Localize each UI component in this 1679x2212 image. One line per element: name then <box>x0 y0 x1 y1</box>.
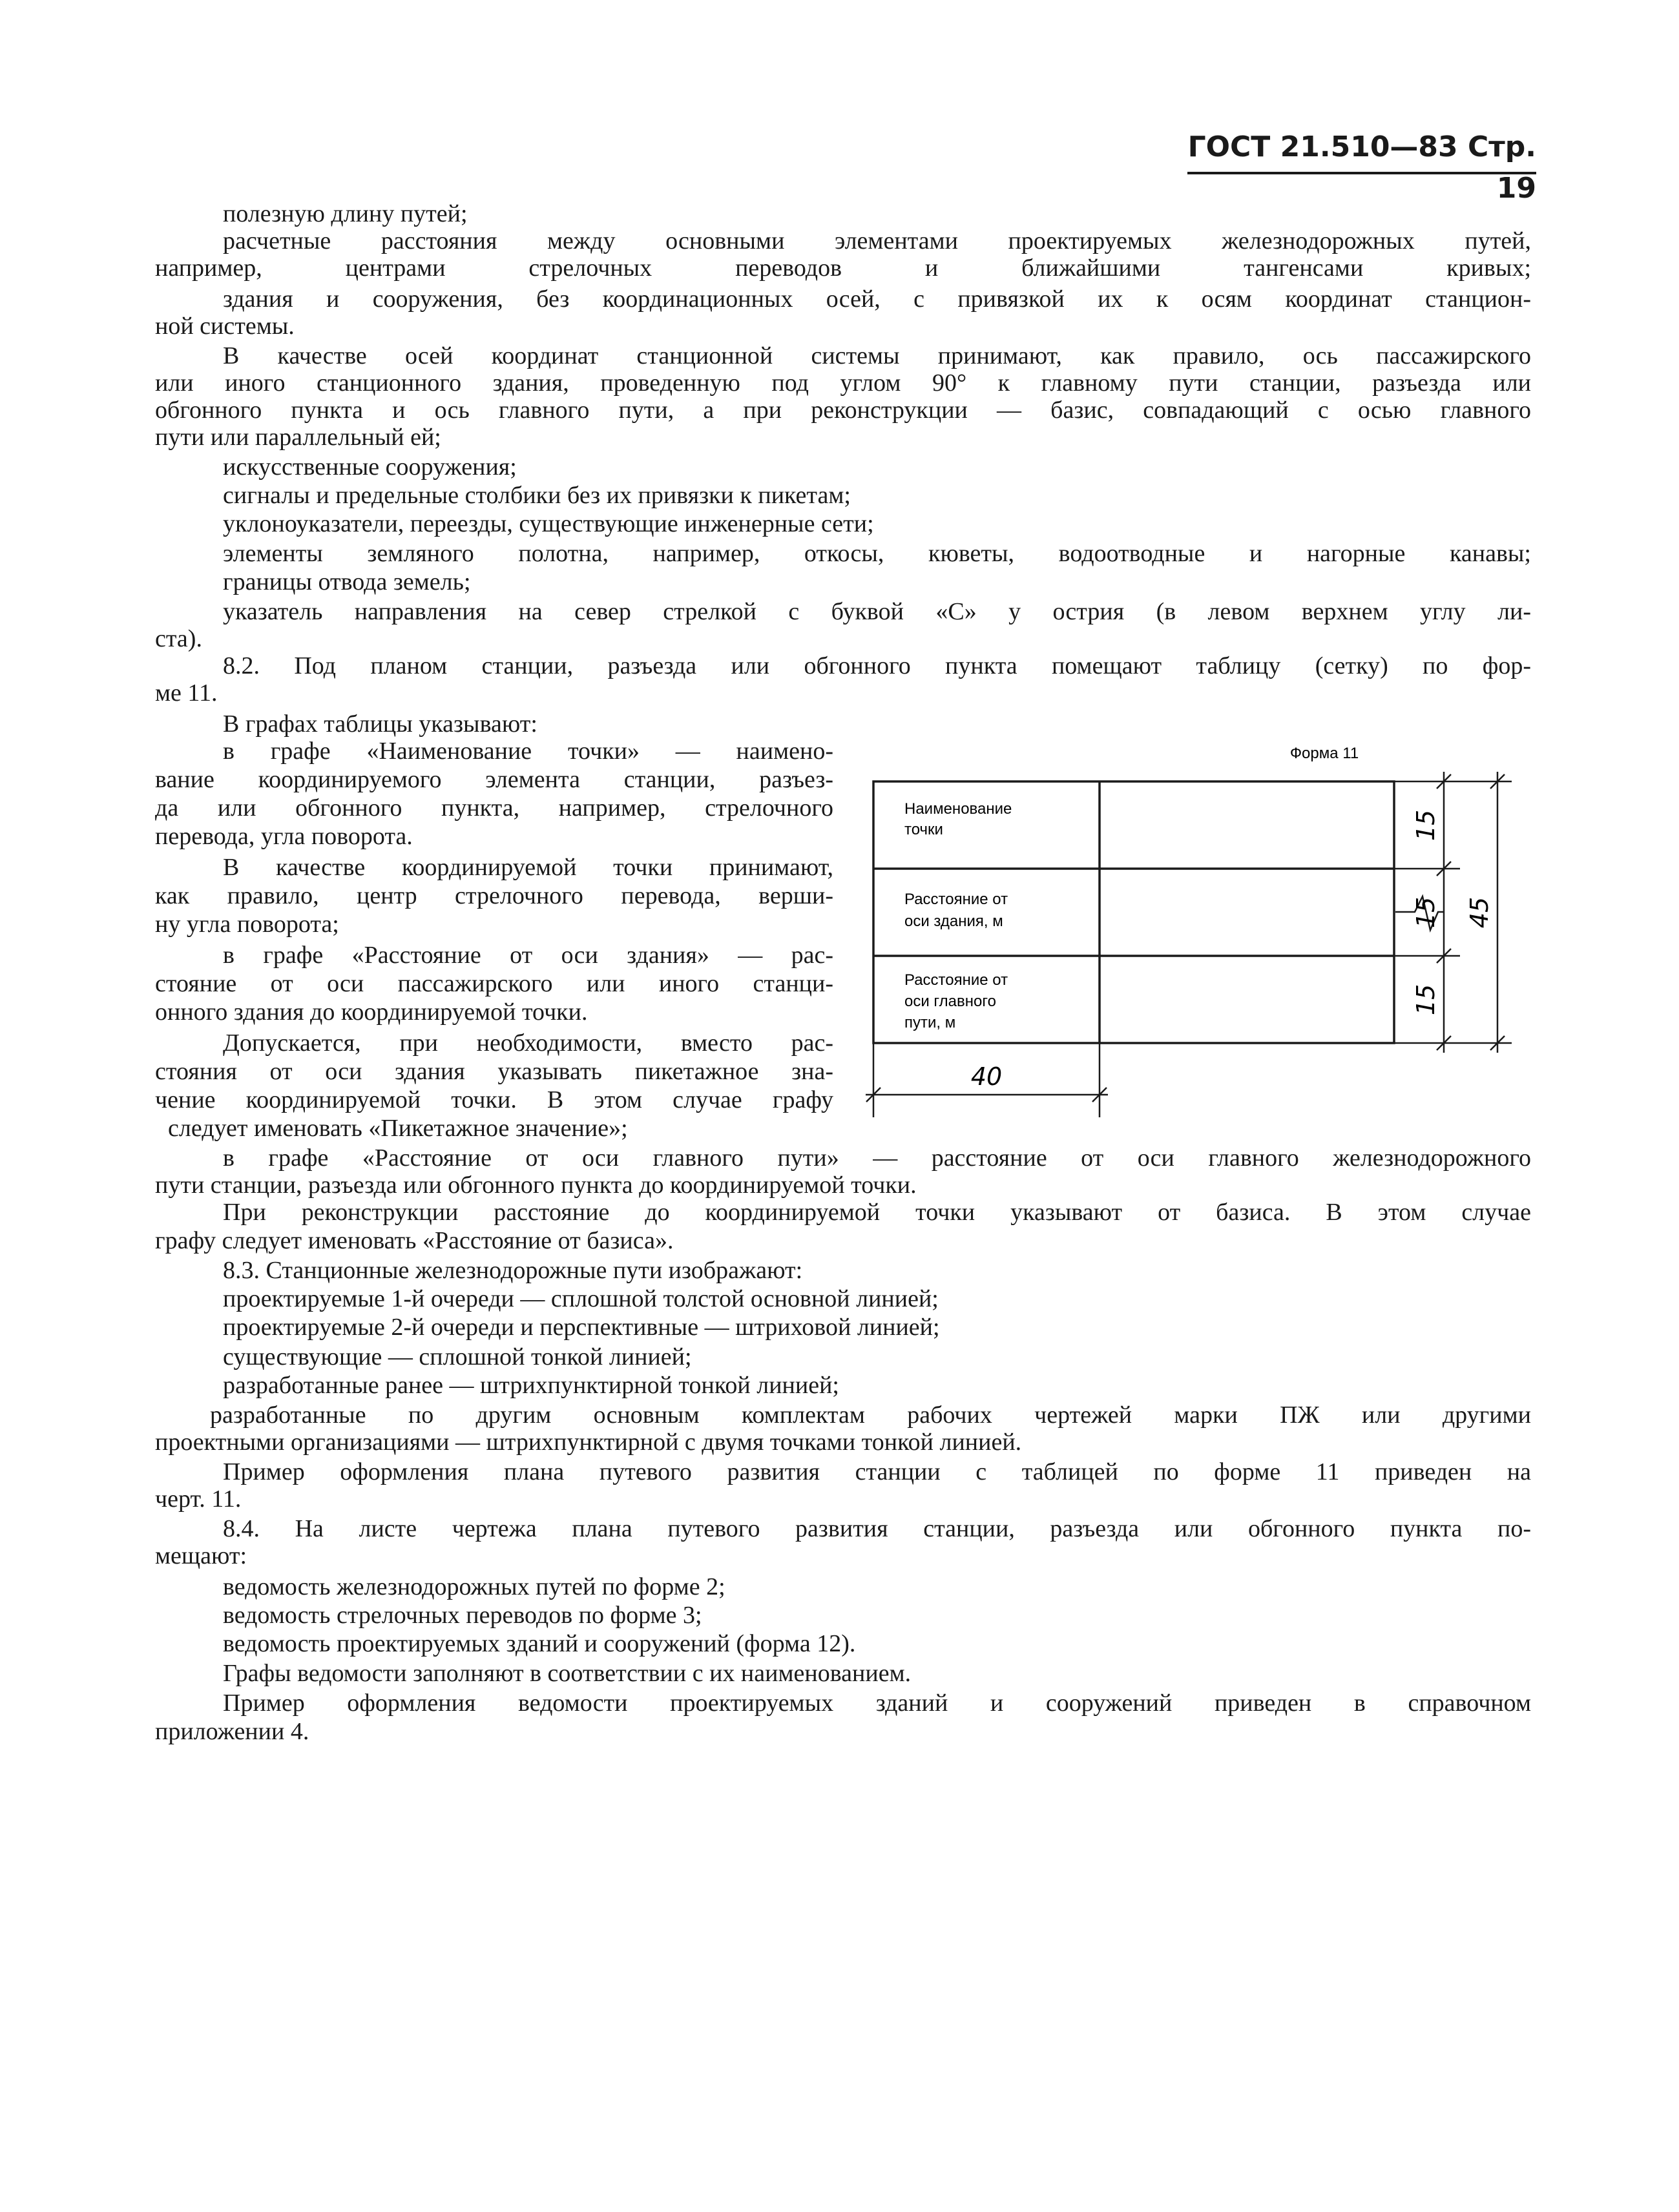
body-line: ведомость стрелочных переводов по форме 3; <box>223 1602 702 1629</box>
body-line: в графе «Наименование точки» — наимено- <box>223 738 833 765</box>
body-line: разработанные ранее — штрихпунктирной тонкой линией; <box>223 1372 839 1399</box>
body-line: в графе «Расстояние от оси здания» — рас- <box>223 942 833 969</box>
body-line: ведомость проектируемых зданий и сооружений (форма 12). <box>223 1630 856 1657</box>
body-line: Пример оформления ведомости проектируемых зданий и сооружений приведен в справочном <box>223 1690 1531 1717</box>
body-line: здания и сооружения, без координационных осей, с привязкой их к осям координат станцион- <box>223 285 1531 313</box>
body-line: чение координируемой точки. В этом случае графу <box>155 1086 833 1113</box>
body-line: или иного станционного здания, проведенную под углом 90° к главному пути станции, разъезда или <box>155 369 1531 397</box>
body-line: черт. 11. <box>155 1485 242 1513</box>
body-line: При реконструкции расстояние до координируемой точки указывают от базиса. В этом случае <box>223 1199 1531 1226</box>
body-line: графу следует именовать «Расстояние от базиса». <box>155 1227 674 1254</box>
body-line: 8.4. На листе чертежа плана путевого развития станции, разъезда или обгонного пункта по- <box>223 1515 1531 1542</box>
form-title: Форма 11 <box>1289 745 1359 762</box>
body-line: элементы земляного полотна, например, откосы, кюветы, водоотводные и нагорные канавы; <box>223 540 1531 567</box>
dim-row-1: 15 <box>1412 809 1440 842</box>
body-line: 8.3. Станционные железнодорожные пути изображают: <box>223 1257 803 1284</box>
row-label-track-distance: Расстояние от оси главного пути, м <box>904 971 1008 1031</box>
body-line: искусственные сооружения; <box>223 453 517 481</box>
row-label-name: Наименование точки <box>904 800 1012 838</box>
body-line: следует именовать «Пикетажное значение»; <box>168 1115 628 1142</box>
body-line: 8.2. Под планом станции, разъезда или обгонного пункта помещают таблицу (сетку) по фор- <box>223 652 1531 679</box>
body-line: Пример оформления плана путевого развития станции с таблицей по форме 11 приведен на <box>223 1458 1531 1485</box>
page-header: ГОСТ 21.510—83 Стр. 19 <box>1187 127 1536 174</box>
body-line: сигналы и предельные столбики без их привязки к пикетам; <box>223 482 851 509</box>
body-line: ме 11. <box>155 679 218 707</box>
dim-row-3: 15 <box>1412 984 1440 1016</box>
body-line: стояния от оси здания указывать пикетажное зна- <box>155 1058 833 1085</box>
body-line: проектируемые 2-й очереди и перспективные — штриховой линией; <box>223 1314 940 1341</box>
body-line: В качестве осей координат станционной системы принимают, как правило, ось пассажирского <box>223 342 1531 369</box>
dim-label-width: 40 <box>970 1062 1003 1091</box>
body-line: стояние от оси пассажирского или иного станци- <box>155 970 833 997</box>
body-line: расчетные расстояния между основными элементами проектируемых железнодорожных путей, <box>223 227 1531 254</box>
body-line: ведомость железнодорожных путей по форме 2; <box>223 1573 725 1600</box>
body-line: Графы ведомости заполняют в соответствии с их наименованием. <box>223 1660 912 1687</box>
body-line: полезную длину путей; <box>223 200 468 227</box>
body-line: границы отвода земель; <box>223 568 471 595</box>
body-line: ной системы. <box>155 313 295 340</box>
body-line: мещают: <box>155 1542 247 1569</box>
body-line: онного здания до координируемой точки. <box>155 998 588 1026</box>
form-11-diagram <box>866 743 1525 1117</box>
body-line: ну угла поворота; <box>155 911 339 938</box>
body-line: пути или параллельный ей; <box>155 424 441 451</box>
body-line: обгонного пункта и ось главного пути, а при реконструкции — базис, совпадающий с осью главного <box>155 397 1531 424</box>
body-line: проектными организациями — штрихпунктирной с двумя точками тонкой линией. <box>155 1429 1022 1456</box>
body-line: да или обгонного пункта, например, стрелочного <box>155 794 833 822</box>
row-label-building-distance: Расстояние от оси здания, м <box>904 891 1008 930</box>
body-line: приложении 4. <box>155 1718 309 1745</box>
body-line: в графе «Расстояние от оси главного пути» — расстояние от оси главного железнодорожного <box>223 1144 1531 1172</box>
body-line: уклоноуказатели, переезды, существующие инженерные сети; <box>223 510 874 537</box>
body-line: В качестве координируемой точки принимают, <box>223 854 833 881</box>
body-line: разработанные по другим основным комплектам рабочих чертежей марки ПЖ или другими <box>210 1401 1531 1429</box>
body-line: например, центрами стрелочных переводов и ближайшими тангенсами кривых; <box>155 254 1531 282</box>
dim-row-2: 15 <box>1412 896 1440 929</box>
body-line: вание координируемого элемента станции, разъез- <box>155 766 833 793</box>
body-line: Допускается, при необходимости, вместо рас- <box>223 1029 833 1057</box>
body-line: проектируемые 1-й очереди — сплошной толстой основной линией; <box>223 1285 939 1312</box>
body-line: указатель направления на север стрелкой с буквой «С» у острия (в левом верхнем углу ли- <box>223 598 1531 625</box>
body-line: пути станции, разъезда или обгонного пункта до координируемой точки. <box>155 1172 917 1199</box>
body-line: как правило, центр стрелочного перевода, верши- <box>155 882 833 909</box>
body-line: ста). <box>155 625 202 652</box>
body-line: существующие — сплошной тонкой линией; <box>223 1343 692 1370</box>
body-line: В графах таблицы указывают: <box>223 710 537 738</box>
body-line: перевода, угла поворота. <box>155 823 413 850</box>
dim-total-height: 45 <box>1465 896 1494 929</box>
